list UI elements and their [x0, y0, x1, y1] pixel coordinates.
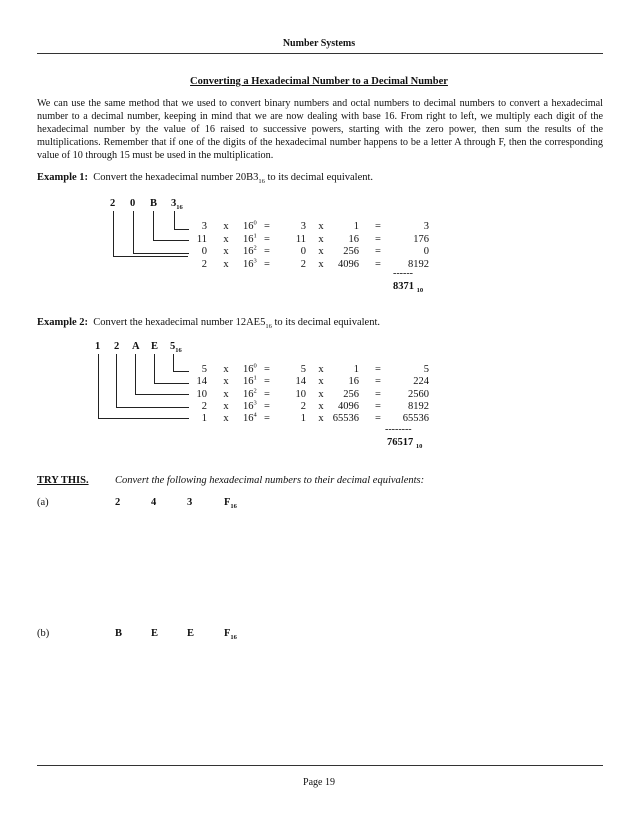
ex1-total-base: 10 [416, 287, 424, 295]
cell-v: 10 [295, 388, 306, 400]
base-value: 16 [243, 258, 254, 270]
cell-eq: = [264, 388, 270, 400]
problem-b-label: (b) [37, 628, 50, 639]
example-1-statement [37, 172, 374, 186]
example-1-text: Convert the hexadecimal number 20B3 [93, 172, 259, 183]
exponent: 2 [253, 387, 257, 395]
cell-pw: 65536 [332, 413, 359, 425]
exponent: 1 [253, 232, 257, 239]
ex2-total-base: 10 [415, 443, 423, 451]
cell-x2: x [318, 258, 324, 270]
problem-b-digit [224, 628, 237, 642]
base-value: 16 [243, 246, 254, 257]
example-2-label: Example 2: [37, 317, 89, 328]
cell-x: x [223, 246, 229, 257]
cell-x2: x [318, 221, 324, 232]
problem-a-label: (a) [37, 497, 49, 508]
example-1-label: Example 1: [37, 172, 89, 183]
ex2-digit-last: 5 [170, 341, 176, 352]
cell-pw: 256 [343, 388, 359, 400]
cell-pw: 4096 [338, 258, 359, 270]
cell-x: x [223, 233, 229, 245]
problem-b-base: 16 [230, 634, 237, 642]
base-value: 16 [243, 233, 254, 245]
cell-pw: 16 [348, 376, 359, 388]
cell-r: 224 [413, 376, 429, 388]
cell-d: 5 [201, 364, 207, 375]
exponent: 3 [253, 399, 257, 407]
cell-d: 3 [201, 221, 207, 232]
ex1-digit-last: 3 [171, 198, 177, 209]
cell-r: 65536 [402, 413, 429, 425]
cell-d: 2 [201, 400, 207, 412]
cell-x2: x [318, 364, 324, 375]
header-rule [37, 53, 603, 54]
page-header-title: Number Systems [282, 38, 356, 49]
page-number: Page 19 [303, 777, 335, 788]
ex1-digit-base: 16 [176, 204, 183, 212]
base-value: 16 [243, 221, 254, 232]
problem-b-digit: E [187, 628, 195, 639]
intro-paragraph: We can use the same method that we used to convert binary numbers and octal numbers to decimal numbers to convert a hexadecimal number to a decimal number, keeping in mind that we are now dealing with base 16. From right to left, we multiply each digit of the hexadecimal number by the value of 16 raised to successive powers, starting with the zero power, then sum the results of the multiplications. Remember that if one of the digits of the hexadecimal number happens to be a letter A through F, then the corresponding value of 10 through 15 must be used in the multiplication. [37, 98, 603, 162]
problem-a-digit: 3 [187, 497, 193, 508]
problem-a-digit: 2 [115, 497, 121, 508]
cell-x: x [223, 364, 229, 375]
ex1-digit [171, 198, 183, 212]
cell-pw: 256 [343, 246, 359, 257]
cell-v: 3 [300, 221, 306, 232]
ex1-digit: 0 [130, 198, 136, 209]
exponent: 2 [253, 244, 257, 252]
computation-row [0, 259, 638, 273]
problem-b-digit: B [115, 628, 123, 639]
problem-b-digit: E [151, 628, 159, 639]
cell-eq2: = [375, 388, 381, 400]
cell-eq2: = [375, 246, 381, 257]
example-1-text-after: to its decimal equivalent. [264, 172, 374, 183]
footer-rule [37, 765, 603, 766]
cell-eq: = [264, 364, 270, 375]
ex1-total-value: 8371 [393, 281, 414, 292]
cell-x2: x [318, 376, 324, 388]
ex2-digit [170, 341, 182, 355]
cell-x2: x [318, 233, 324, 245]
cell-d: 14 [196, 376, 207, 388]
cell-d: 0 [201, 246, 207, 257]
base-value: 16 [243, 400, 254, 412]
cell-v: 14 [295, 376, 306, 388]
cell-eq2: = [375, 376, 381, 388]
cell-v: 1 [300, 413, 306, 425]
exponent: 0 [253, 362, 257, 370]
cell-eq: = [264, 258, 270, 270]
cell-eq2: = [375, 233, 381, 245]
cell-r: 3 [423, 221, 429, 232]
problem-b-digit-last: F [224, 628, 231, 639]
cell-eq2: = [375, 364, 381, 375]
cell-x2: x [318, 413, 324, 425]
exponent: 3 [253, 257, 257, 264]
ex1-digit: B [150, 198, 158, 209]
base-value: 16 [243, 376, 254, 388]
base-value: 16 [243, 388, 254, 400]
cell-x: x [223, 221, 229, 232]
exponent: 4 [253, 411, 257, 419]
problem-a-digit-last: F [224, 497, 231, 508]
cell-d: 1 [201, 413, 207, 425]
cell-x: x [223, 376, 229, 388]
cell-eq2: = [375, 258, 381, 270]
cell-d: 11 [196, 233, 207, 245]
cell-r: 8192 [408, 400, 429, 412]
cell-x: x [223, 388, 229, 400]
cell-x2: x [318, 246, 324, 257]
cell-d: 2 [201, 258, 207, 270]
cell-eq2: = [375, 400, 381, 412]
ex2-dashes: -------- [385, 424, 412, 435]
cell-pw: 4096 [338, 400, 359, 412]
cell-x: x [223, 413, 229, 425]
try-this-label: TRY THIS. [37, 475, 89, 486]
base-value: 16 [243, 364, 254, 375]
exponent: 1 [253, 374, 257, 382]
cell-x: x [223, 400, 229, 412]
ex2-digit: E [151, 341, 159, 352]
base-value: 16 [243, 413, 254, 425]
cell-v: 5 [300, 364, 306, 375]
cell-eq2: = [375, 221, 381, 232]
ex2-digit: A [132, 341, 140, 352]
problem-a-digit [224, 497, 237, 511]
cell-eq: = [264, 376, 270, 388]
cell-eq: = [264, 221, 270, 232]
example-1-sub: 16 [258, 178, 265, 186]
cell-eq: = [264, 413, 270, 425]
ex2-digit: 2 [114, 341, 120, 352]
ex2-total [387, 437, 423, 451]
cell-eq: = [264, 233, 270, 245]
ex1-total [393, 281, 424, 295]
ex1-dashes: ------ [393, 268, 413, 279]
problem-a-digit: 4 [151, 497, 157, 508]
cell-d: 10 [196, 388, 207, 400]
exponent: 0 [253, 219, 257, 227]
cell-eq2: = [375, 413, 381, 425]
cell-r: 2560 [408, 388, 429, 400]
cell-v: 11 [295, 233, 306, 245]
cell-v: 2 [300, 400, 306, 412]
cell-v: 0 [300, 246, 306, 257]
example-2-text: Convert the hexadecimal number 12AE5 [93, 317, 266, 328]
cell-r: 5 [423, 364, 429, 375]
problem-a-base: 16 [230, 503, 237, 511]
try-this-instruction: Convert the following hexadecimal numbers to their decimal equivalents: [115, 475, 425, 486]
ex1-digit: 2 [110, 198, 116, 209]
cell-r: 176 [413, 233, 429, 245]
cell-eq: = [264, 246, 270, 257]
computation-row [0, 413, 638, 427]
ex2-digit: 1 [95, 341, 101, 352]
example-2-statement [37, 317, 381, 331]
cell-pw: 1 [353, 221, 359, 232]
ex2-total-value: 76517 [387, 437, 414, 448]
cell-x2: x [318, 400, 324, 412]
cell-r: 8192 [408, 258, 429, 270]
example-2-text-after: to its decimal equivalent. [271, 317, 381, 328]
cell-pw: 16 [348, 233, 359, 245]
example-2-sub: 16 [265, 323, 272, 331]
cell-r: 0 [423, 246, 429, 257]
ex2-digit-base: 16 [175, 347, 182, 355]
cell-x: x [223, 258, 229, 270]
section-title: Converting a Hexadecimal Number to a Decimal Number [190, 76, 448, 87]
cell-v: 2 [300, 258, 306, 270]
cell-pw: 1 [353, 364, 359, 375]
cell-eq: = [264, 400, 270, 412]
cell-x2: x [318, 388, 324, 400]
